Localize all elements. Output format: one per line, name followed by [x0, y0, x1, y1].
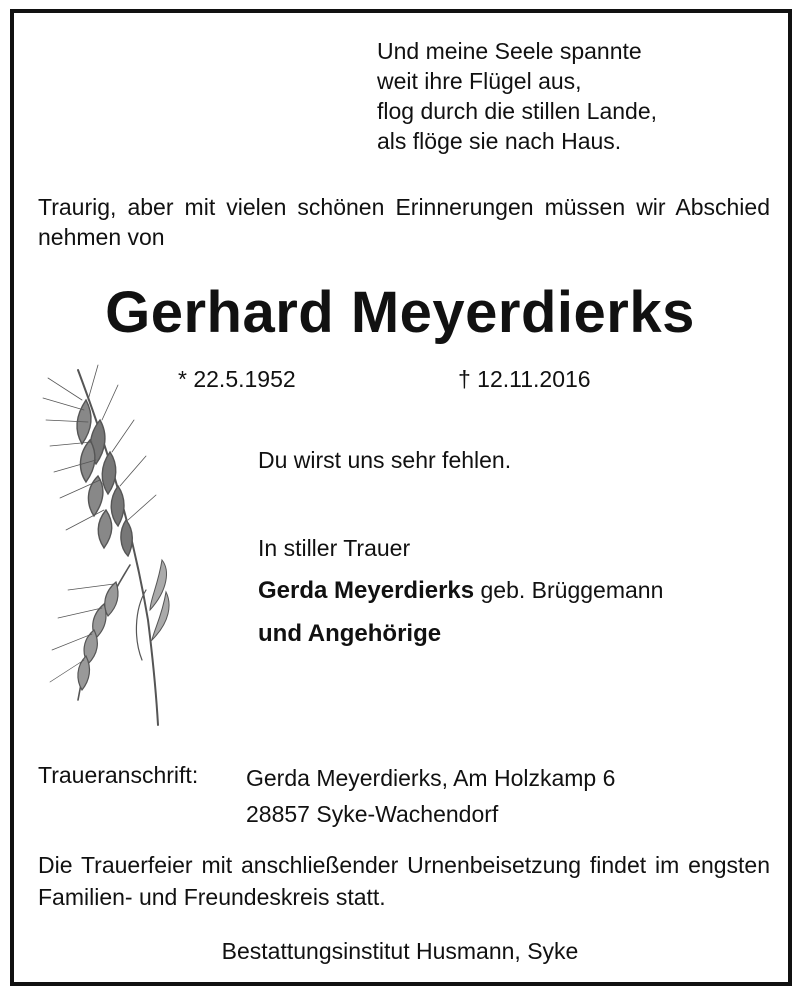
mourning-intro: In stiller Trauer: [258, 535, 411, 561]
mourner-name: Gerda Meyerdierks: [258, 577, 475, 604]
mourning-address: [246, 760, 615, 832]
address-line: 28857 Syke-Wachendorf: [246, 801, 499, 827]
farewell-message: Du wirst uns sehr fehlen.: [258, 447, 512, 473]
address-label: Traueranschrift:: [38, 762, 199, 788]
funeral-home: Bestattungsinstitut Husmann, Syke: [221, 938, 579, 964]
death-date: † 12.11.2016: [458, 366, 591, 392]
address-line: Gerda Meyerdierks, Am Holzkamp 6: [246, 765, 616, 791]
mourner-line: [258, 577, 663, 605]
poem-line: Und meine Seele spannte: [377, 38, 642, 64]
ceremony-text: Die Trauerfeier mit anschließender Urnenbeisetzung findet im engsten Familien- und Freundeskreis statt.: [38, 852, 770, 910]
mourner-maiden-name: geb. Brüggemann: [480, 577, 664, 603]
wheat-ear-icon: [38, 360, 188, 730]
poem-line: flog durch die stillen Lande,: [377, 98, 658, 124]
deceased-name: Gerhard Meyerdierks: [105, 280, 695, 345]
poem-line: als flöge sie nach Haus.: [377, 128, 622, 154]
relatives: und Angehörige: [258, 620, 442, 647]
poem-line: weit ihre Flügel aus,: [377, 68, 582, 94]
poem: [377, 36, 657, 156]
intro-text: Traurig, aber mit vielen schönen Erinnerungen müssen wir Abschied nehmen von: [38, 194, 770, 250]
birth-date: * 22.5.1952: [178, 366, 296, 392]
